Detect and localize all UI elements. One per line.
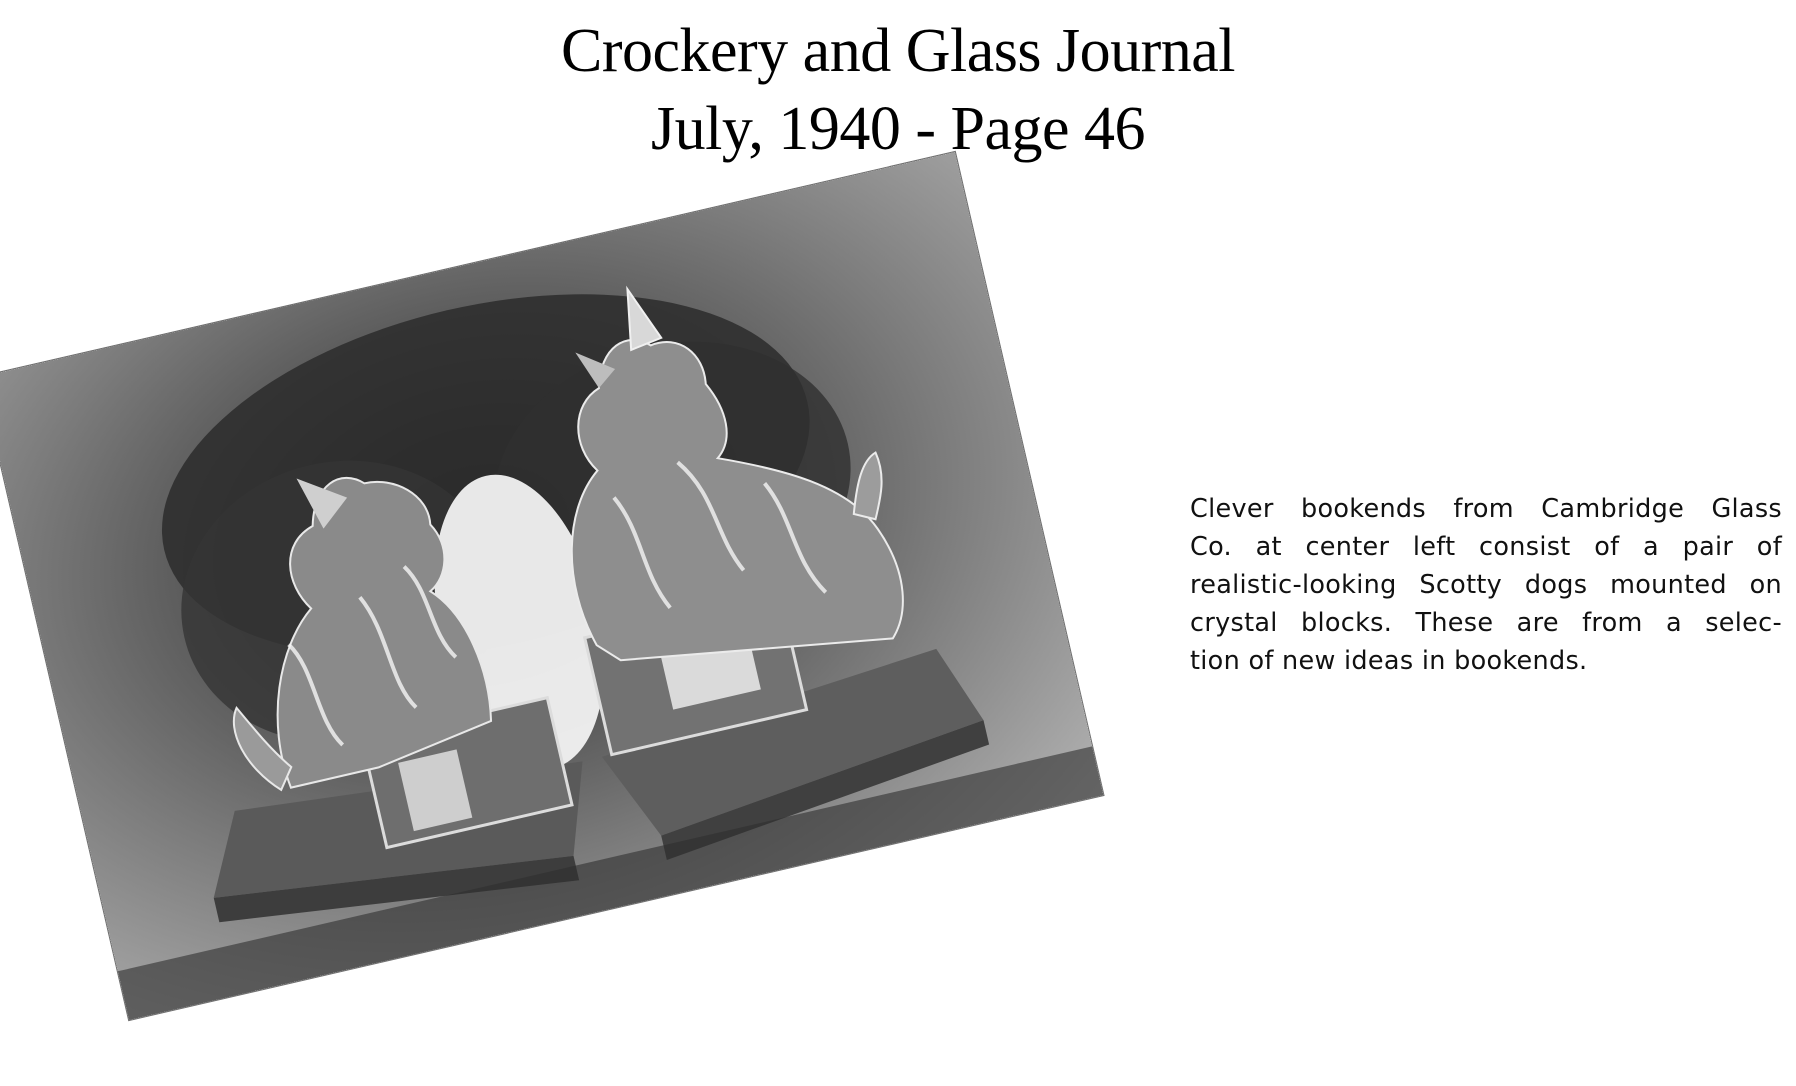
- issue-date-page: July, 1940 - Page 46: [651, 95, 1145, 163]
- page-header: [0, 12, 1796, 168]
- scotty-bookends-photo: [0, 152, 1103, 1020]
- photo-illustration: [0, 152, 1103, 1020]
- photo-caption: [1190, 490, 1782, 680]
- journal-title: Crockery and Glass Journal: [561, 17, 1235, 85]
- caption-line: crystal blocks. These are from a selec-: [1190, 608, 1782, 638]
- caption-line: Co. at center left consist of a pair of: [1190, 532, 1782, 562]
- caption-line: Clever bookends from Cambridge Glass: [1190, 494, 1782, 524]
- caption-line: tion of new ideas in bookends.: [1190, 646, 1588, 676]
- caption-line: realistic-looking Scotty dogs mounted on: [1190, 570, 1782, 600]
